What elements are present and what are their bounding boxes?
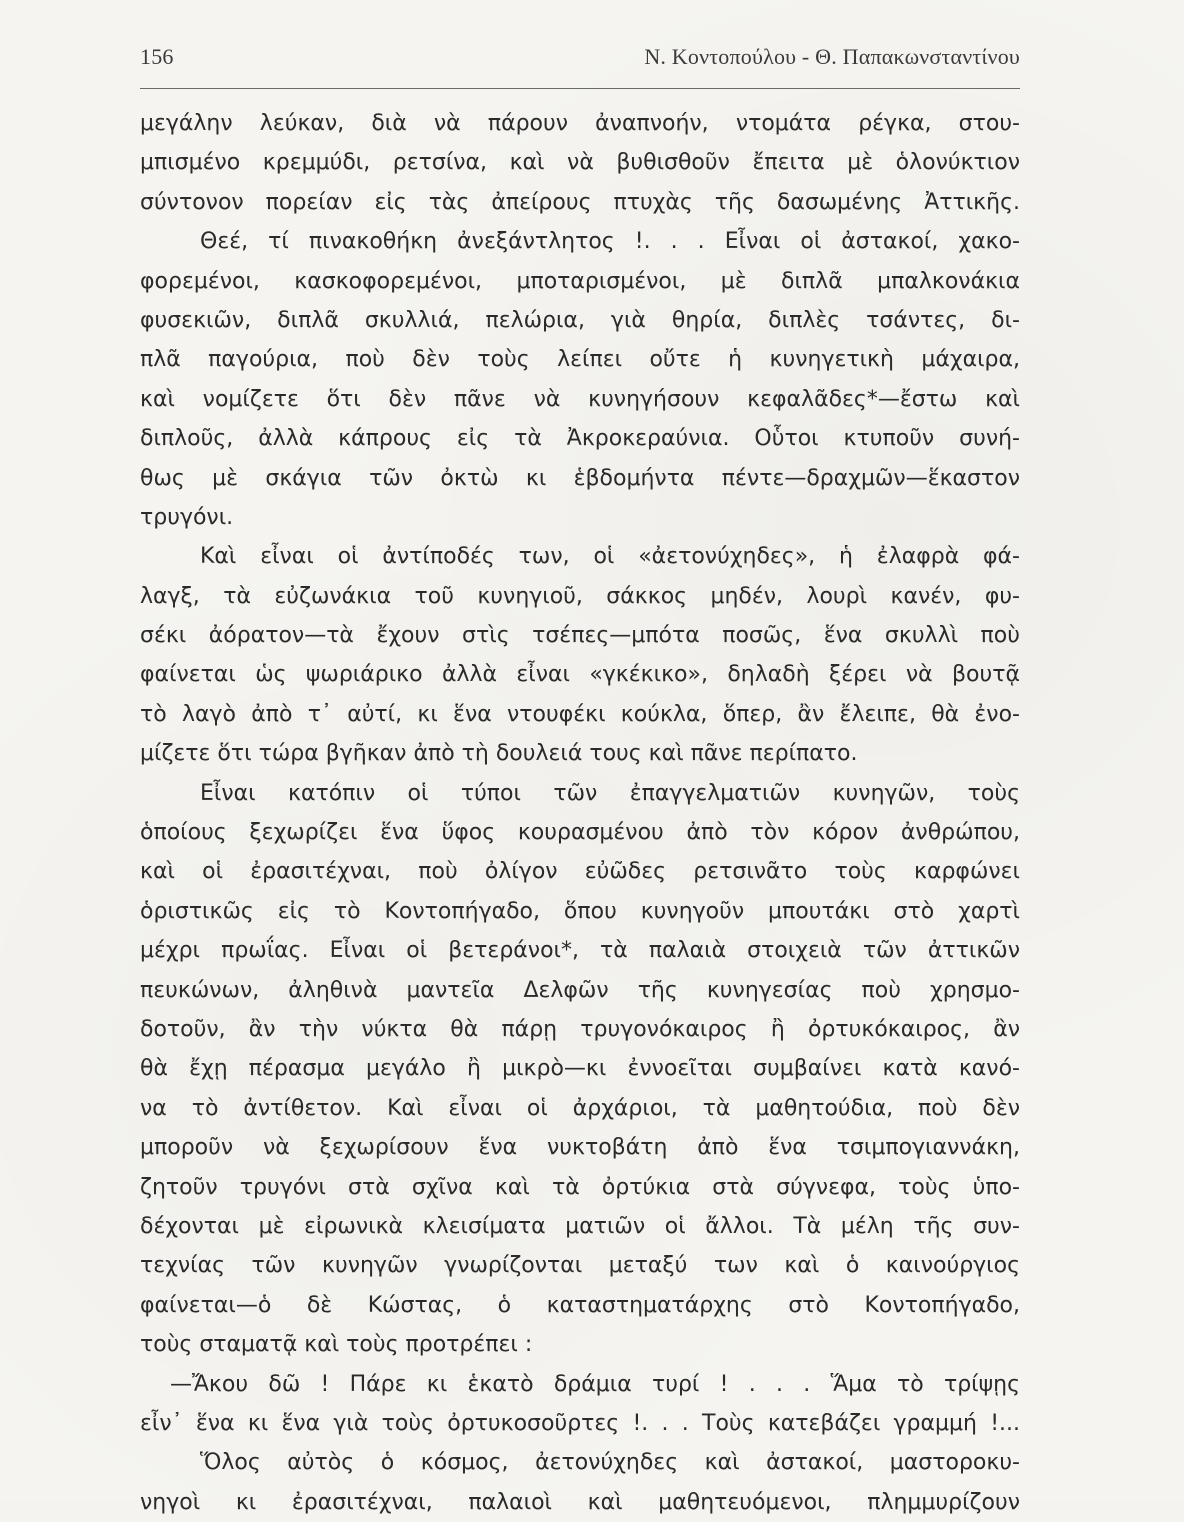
running-head-title: Ν. Κοντοπούλου - Θ. Παπακωνσταντίνου: [644, 44, 1020, 69]
text-line: Εἶναι κατόπιν οἱ τύποι τῶν ἐπαγγελματιῶν κυνηγῶν, τοὺς: [200, 780, 1020, 806]
header-rule: [140, 88, 1020, 89]
text-line: λαγξ, τὰ εὐζωνάκια τοῦ κυνηγιοῦ, σάκκος μηδέν, λουρὶ κανέν, φυ-: [140, 583, 1020, 609]
text-line: νηγοὶ κι ἐρασιτέχναι, παλαιοὶ καὶ μαθητευόμενοι, πλημμυρίζουν: [140, 1489, 1020, 1515]
text-line: να τὸ ἀντίθετον. Καὶ εἶναι οἱ ἀρχάριοι, τὰ μαθητούδια, ποὺ δὲν: [140, 1095, 1020, 1121]
text-line: δέχονται μὲ εἰρωνικὰ κλεισίματα ματιῶν οἱ ἄλλοι. Τὰ μέλη τῆς συν-: [140, 1213, 1020, 1239]
text-line: μεγάλην λεύκαν, διὰ νὰ πάρουν ἀναπνοήν, ντομάτα ρέγκα, στου-: [140, 111, 1020, 136]
page-number: 156: [140, 44, 174, 69]
text-line: τρυγόνι.: [140, 504, 234, 530]
text-line: θὰ ἔχῃ πέρασμα μεγάλο ἢ μικρὸ—κι ἐννοεῖται συμβαίνει κατὰ κανό-: [140, 1056, 1020, 1082]
text-line: Ὅλος αὐτὸς ὁ κόσμος, ἀετονύχηδες καὶ ἀστακοί, μαστορoκυ-: [200, 1450, 1020, 1476]
text-line: καὶ νομίζετε ὅτι δὲν πᾶνε νὰ κυνηγήσουν κεφαλᾶδες*—ἔστω καὶ: [140, 386, 1020, 412]
text-line: ὁριστικῶς εἰς τὸ Κοντοπήγαδο, ὅπου κυνηγοῦν μπουτάκι στὸ χαρτὶ: [140, 898, 1020, 924]
text-line: εἶν᾽ ἕνα κι ἕνα γιὰ τοὺς ὀρτυκοσοῦρτες !. . . Τοὺς κατεβάζει γραμμή !...: [140, 1410, 1020, 1436]
text-line: θως μὲ σκάγια τῶν ὀκτὼ κι ἑβδομήντα πέντε—δραχμῶν—ἕκαστον: [140, 465, 1020, 491]
text-line: μπισμένο κρεμμύδι, ρετσίνα, καὶ νὰ βυθισθοῦν ἔπειτα μὲ ὁλονύκτιον: [140, 150, 1020, 176]
text-line: σέκι ἀόρατον—τὰ ἔχουν στὶς τσέπες—μπότα ποσῶς, ἕνα σκυλλὶ ποὺ: [140, 623, 1020, 649]
text-line: Θεέ, τί πινακοθήκη ἀνεξάντλητος !. . . Εἶναι οἱ ἀστακοί, χακο-: [200, 229, 1020, 255]
text-line: φαίνεται—ὁ δὲ Κώστας, ὁ καταστηματάρχης στὸ Κοντοπήγαδο,: [140, 1292, 1020, 1318]
text-line: —Ἄκου δῶ ! Πάρε κι ἑκατὸ δράμια τυρί ! . . . Ἅμα τὸ τρίψῃς: [170, 1371, 1020, 1397]
text-line: τὸ λαγὸ ἀπὸ τ᾽ αὐτί, κι ἕνα ντουφέκι κούκλα, ὅπερ, ἂν ἔλειπε, θὰ ἐνο-: [140, 701, 1020, 727]
text-line: Καὶ εἶναι οἱ ἀντίποδές των, οἱ «ἀετονύχηδες», ἡ ἐλαφρὰ φά-: [200, 544, 1020, 570]
text-line: δοτοῦν, ἂν τὴν νύκτα θὰ πάρῃ τρυγονόκαιρος ἢ ὀρτυκόκαιρος, ἂν: [140, 1016, 1020, 1042]
text-line: μποροῦν νὰ ξεχωρίσουν ἕνα νυκτοβάτη ἀπὸ ἕνα τσιμπογιαννάκη,: [140, 1135, 1020, 1161]
text-line: ζητοῦν τρυγόνι στὰ σχῖνα καὶ τὰ ὀρτύκια στὰ σύγνεφα, τοὺς ὑπο-: [140, 1174, 1020, 1200]
text-line: σύντονον πορείαν εἰς τὰς ἀπείρους πτυχὰς τῆς δασωμένης Ἀττικῆς.: [140, 189, 1020, 215]
text-line: πλᾶ παγούρια, ποὺ δὲν τοὺς λείπει οὔτε ἡ κυνηγετικὴ μάχαιρα,: [140, 347, 1020, 373]
text-line: φορεμένοι, κασκοφορεμένοι, μποταρισμένοι, μὲ διπλᾶ μπαλκονάκια: [140, 268, 1020, 294]
text-line: καὶ οἱ ἐρασιτέχναι, ποὺ ὀλίγον εὐῶδες ρετσινᾶτο τοὺς καρφώνει: [140, 859, 1020, 885]
text-line: φυσεκιῶν, διπλᾶ σκυλλιά, πελώρια, γιὰ θηρία, διπλὲς τσάντες, δι-: [140, 307, 1020, 333]
text-line: φαίνεται ὡς ψωριάρικο ἀλλὰ εἶναι «γκέκικο», δηλαδὴ ξέρει νὰ βουτᾷ: [140, 662, 1020, 688]
body-text: [140, 104, 1020, 1522]
text-line: τοὺς σταματᾷ καὶ τοὺς προτρέπει :: [140, 1332, 533, 1358]
text-line: μέχρι πρωΐας. Εἶναι οἱ βετεράνοι*, τὰ παλαιὰ στοιχειὰ τῶν ἀττικῶν: [140, 938, 1020, 964]
running-head: [140, 44, 1020, 78]
text-line: διπλοῦς, ἀλλὰ κάπρους εἰς τὰ Ἀκροκεραύνια. Οὗτοι κτυποῦν συνή-: [140, 426, 1020, 452]
text-line: ὁποίους ξεχωρίζει ἕνα ὕφος κουρασμένου ἀπὸ τὸν κόρον ἀνθρώπου,: [140, 820, 1020, 846]
text-line: μίζετε ὅτι τώρα βγῆκαν ἀπὸ τὴ δουλειά τους καὶ πᾶνε περίπατο.: [140, 741, 858, 767]
text-line: τεχνίας τῶν κυνηγῶν γνωρίζονται μεταξύ των καὶ ὁ καινούργιος: [140, 1253, 1020, 1279]
text-line: πευκώνων, ἀληθινὰ μαντεῖα Δελφῶν τῆς κυνηγεσίας ποὺ χρησμο-: [140, 977, 1020, 1003]
